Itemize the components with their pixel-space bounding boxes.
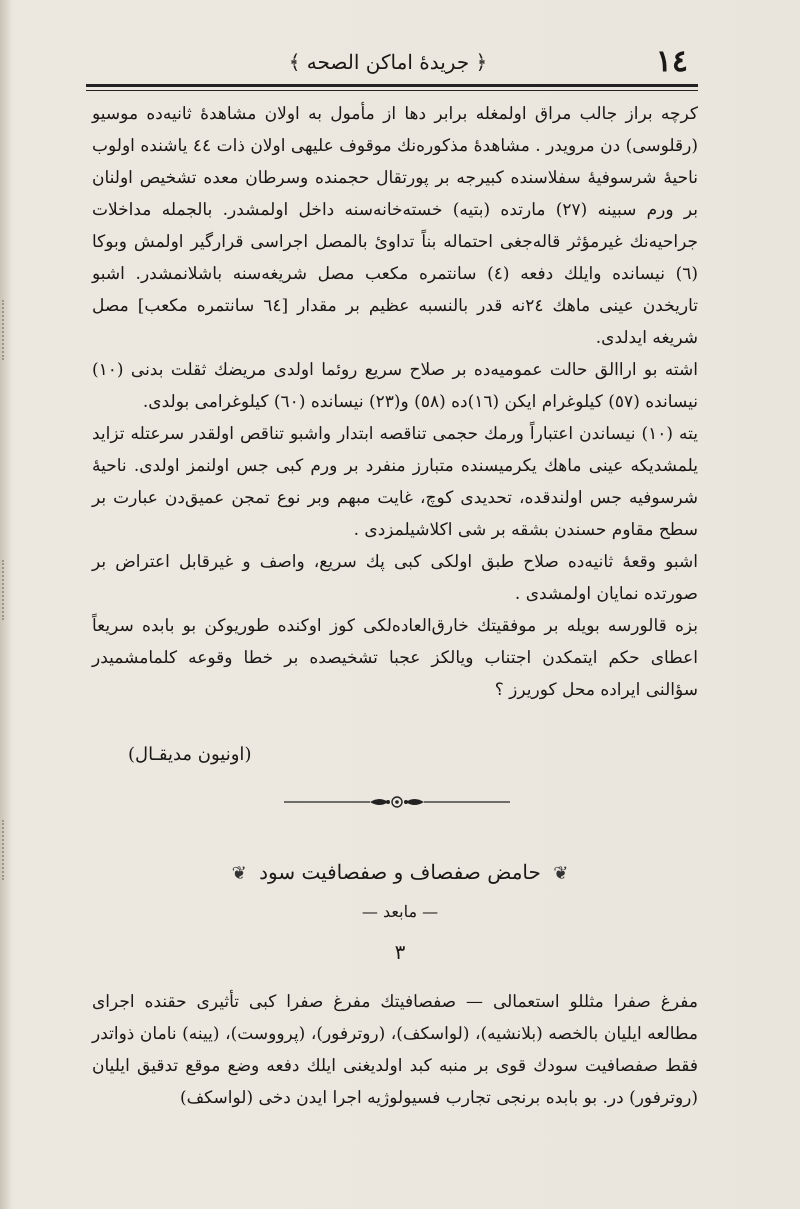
header-rule-thin xyxy=(86,90,698,91)
section-title xyxy=(180,860,620,884)
article-body xyxy=(92,98,698,706)
section-subtitle: — مابعد — xyxy=(361,902,439,921)
page-number: ١٤ xyxy=(655,44,688,79)
binding-stitch xyxy=(2,300,10,360)
fleuron-icon: ❦ xyxy=(553,863,569,884)
fleuron-icon: ❦ xyxy=(231,863,247,884)
paragraph: بزه قالورسه بویله بر موفقیتك خارق‌العاده‌لكی كوز اوكنده طوریوكن بو بابده سریعاً اعطای حكم ایتمكدن اجتناب ویالكز عجبا تشخیصده بر خطا وقوعه كلمامشمیدر سؤالنی ایراده محل كوریرز ؟ xyxy=(92,616,698,700)
binding-stitch xyxy=(2,560,10,620)
paragraph: مفرغ صفرا مثللو استعمالی — صفصافیتك مفرغ صفرا كبی تأثیری حقنده اجرای مطالعه ایلیان بالخصه (بلانشیه)، (لواسكف)، (روترفور)، (پرووست)، (یینه) نامان ذواتدر فقط صفصافیت سودك قوی بر منبه كبد اولدیغنی ایلك دفعه وضع موقع تدقیق ایلیان (روترفور) در. بو بابده برنجی تجارب فسیولوژیه اجرا ایدن دخی (لواسكف) xyxy=(92,992,698,1108)
article-source-signature: (اونیون مدیقـال) xyxy=(128,744,252,765)
paragraph: یته (١٠) نیساندن اعتباراً ورمك حجمی تناقصه ابتدار واشبو تناقص اولقدر سرعتله تزاید یلمشدیكه عینی ماهك یكرمیسنده متبارز منفرد بر ورم كبی جس اولنمز اولدی. ناحیهٔ شرسوفیه جس اولندقده، تحدیدی كوچ، غایت مبهم وبر نوع تمجن عمیق‌دن عبارت بر سطح مقاوم حسندن بشقه بر شی اكلاشیلمزدی . xyxy=(92,424,699,540)
paragraph: كرچه براز جالب مراق اولمغله برابر دها از مأمول به اولان مشاهدهٔ ثانیه‌ده موسیو (رقلوسی) دن مرویدر . مشاهدهٔ مذكوره‌نك موقوف علیهی اولان ذات ٤٤ یاشنده اولوب ناحیهٔ شرسوفیهٔ سفلاسنده كبیرجه بر پورتقال حجمنده وسرطان معده تشخیص اولنان بر ورم سبینه (٢٧) مارتده (بتیه) خسته‌خانه‌سنه داخل اولمشدر. بالجمله مداخلات جراحیه‌نك غیرمؤثر قاله‌جغی احتماله بناً تداویٔ بالمصل اجراسی قرارگیر اولمش وبوكا (٦) نیسانده وایلك دفعه (٤) سانتمره مكعب مصل شریغه‌سنه باشلانمشدر. اشبو تاریخدن عینی ماهك ٢٤نه قدر بالنسبه عظیم بر مقدار [٦٤ سانتمره مكعب] مصل شریغه ایدلدی. xyxy=(92,104,699,348)
section-body xyxy=(92,986,698,1114)
divider-ornament xyxy=(284,790,510,814)
page-header xyxy=(88,40,688,80)
section-title-text: حامض صفصاف و صفصافیت سود xyxy=(259,860,541,884)
running-title: ﴿ جريدهٔ اماكن الصحه ﴾ xyxy=(288,50,488,74)
section-number: ٣ xyxy=(394,940,406,964)
paragraph: اشته بو اراالق حالت عمومیه‌ده بر صلاح سریع روئما اولدی مریضك ثقلت بدنی (١٠) نیسانده (٥٧) كیلوغرام ایكن (١٦)ده (٥٨) و(٢٣) نیسانده (٦٠) كیلوغرامی بولدی. xyxy=(92,360,698,412)
header-rule-thick xyxy=(86,84,698,87)
paragraph: اشبو وقعهٔ ثانیه‌ده صلاح طبق اولكی كبی پك سریع، واصف و غیرقابل اعتراض بر صورتده نمایان اولمشدی . xyxy=(92,552,698,604)
page-spine xyxy=(0,0,10,1209)
binding-stitch xyxy=(2,820,10,880)
